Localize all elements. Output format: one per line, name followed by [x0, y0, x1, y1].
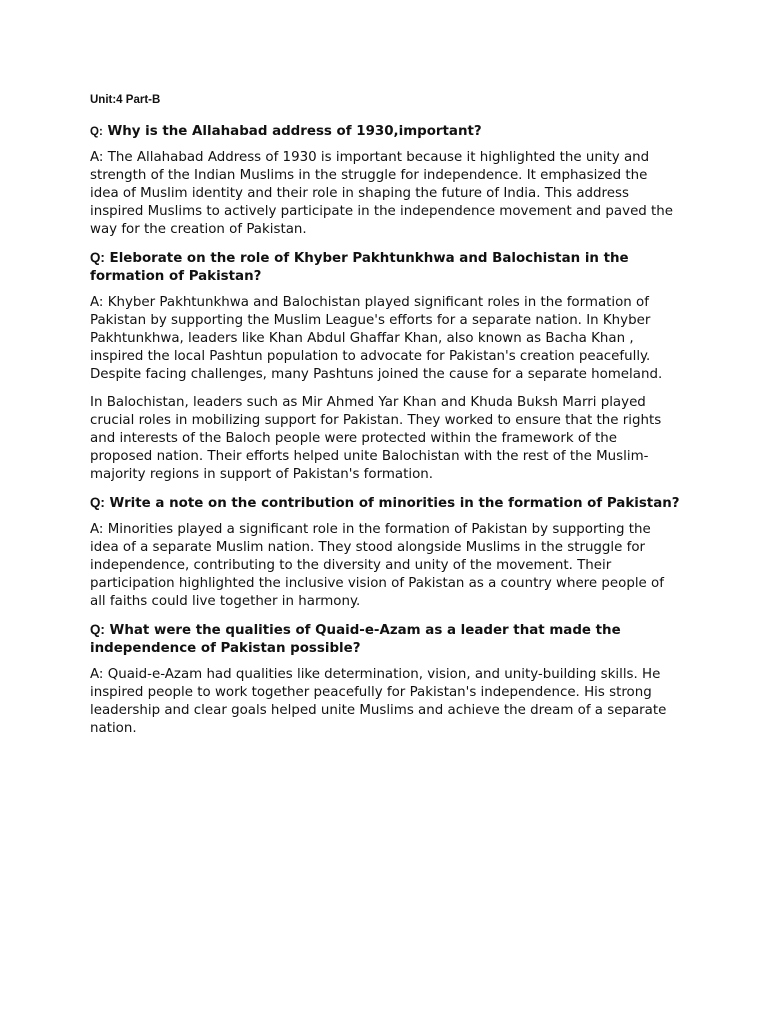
question-prefix: Q:	[90, 250, 105, 265]
question-text: Write a note on the contribution of minorities in the formation of Pakistan?	[109, 496, 680, 511]
question-4	[90, 621, 680, 658]
answer-2-paragraph-1: A: Khyber Pakhtunkhwa and Balochistan played significant roles in the formation of Pakistan by supporting the Muslim League's efforts for a separate nation. In Khyber Pakhtunkhwa, leaders like Khan Abdul Ghaffar Khan, also known as Bacha Khan , inspired the local Pashtun population to advocate for Pakistan's creation peacefully. Despite facing challenges, many Pashtuns joined the cause for a separate homeland.	[90, 295, 663, 382]
question-prefix: Q:	[90, 495, 105, 510]
question-text: Why is the Allahabad address of 1930,important?	[107, 124, 482, 139]
question-prefix: Q:	[90, 622, 105, 637]
question-text: What were the qualities of Quaid-e-Azam as a leader that made the independence of Pakistan possible?	[90, 623, 621, 656]
unit-heading: Unit:4 Part-B	[90, 94, 161, 106]
question-1	[90, 123, 680, 141]
answer-1-paragraph-1: A: The Allahabad Address of 1930 is important because it highlighted the unity and strength of the Indian Muslims in the struggle for independence. It emphasized the idea of Muslim identity and their role in shaping the future of India. This address inspired Muslims to actively participate in the independence movement and paved the way for the creation of Pakistan.	[90, 150, 674, 237]
question-prefix: Q:	[90, 126, 103, 138]
answer-3-paragraph-1: A: Minorities played a significant role in the formation of Pakistan by supporting the idea of a separate Muslim nation. They stood alongside Muslims in the struggle for independence, contributing to the diversity and unity of the movement. Their participation highlighted the inclusive vision of Pakistan as a country where people of all faiths could live together in harmony.	[90, 522, 664, 609]
question-3	[90, 494, 680, 513]
document-page	[90, 92, 680, 748]
answer-4-paragraph-1: A: Quaid-e-Azam had qualities like determination, vision, and unity-building skills. He inspired people to work together peacefully for Pakistan's independence. His strong leadership and clear goals helped unite Muslims and achieve the dream of a separate nation.	[90, 667, 667, 736]
question-2	[90, 249, 680, 286]
answer-2-paragraph-2: In Balochistan, leaders such as Mir Ahmed Yar Khan and Khuda Buksh Marri played crucial roles in mobilizing support for Pakistan. They worked to ensure that the rights and interests of the Baloch people were protected within the framework of the proposed nation. Their efforts helped unite Balochistan with the rest of the Muslim-majority regions in support of Pakistan's formation.	[90, 395, 662, 482]
question-text: Eleborate on the role of Khyber Pakhtunkhwa and Balochistan in the formation of Pakistan?	[90, 251, 629, 284]
